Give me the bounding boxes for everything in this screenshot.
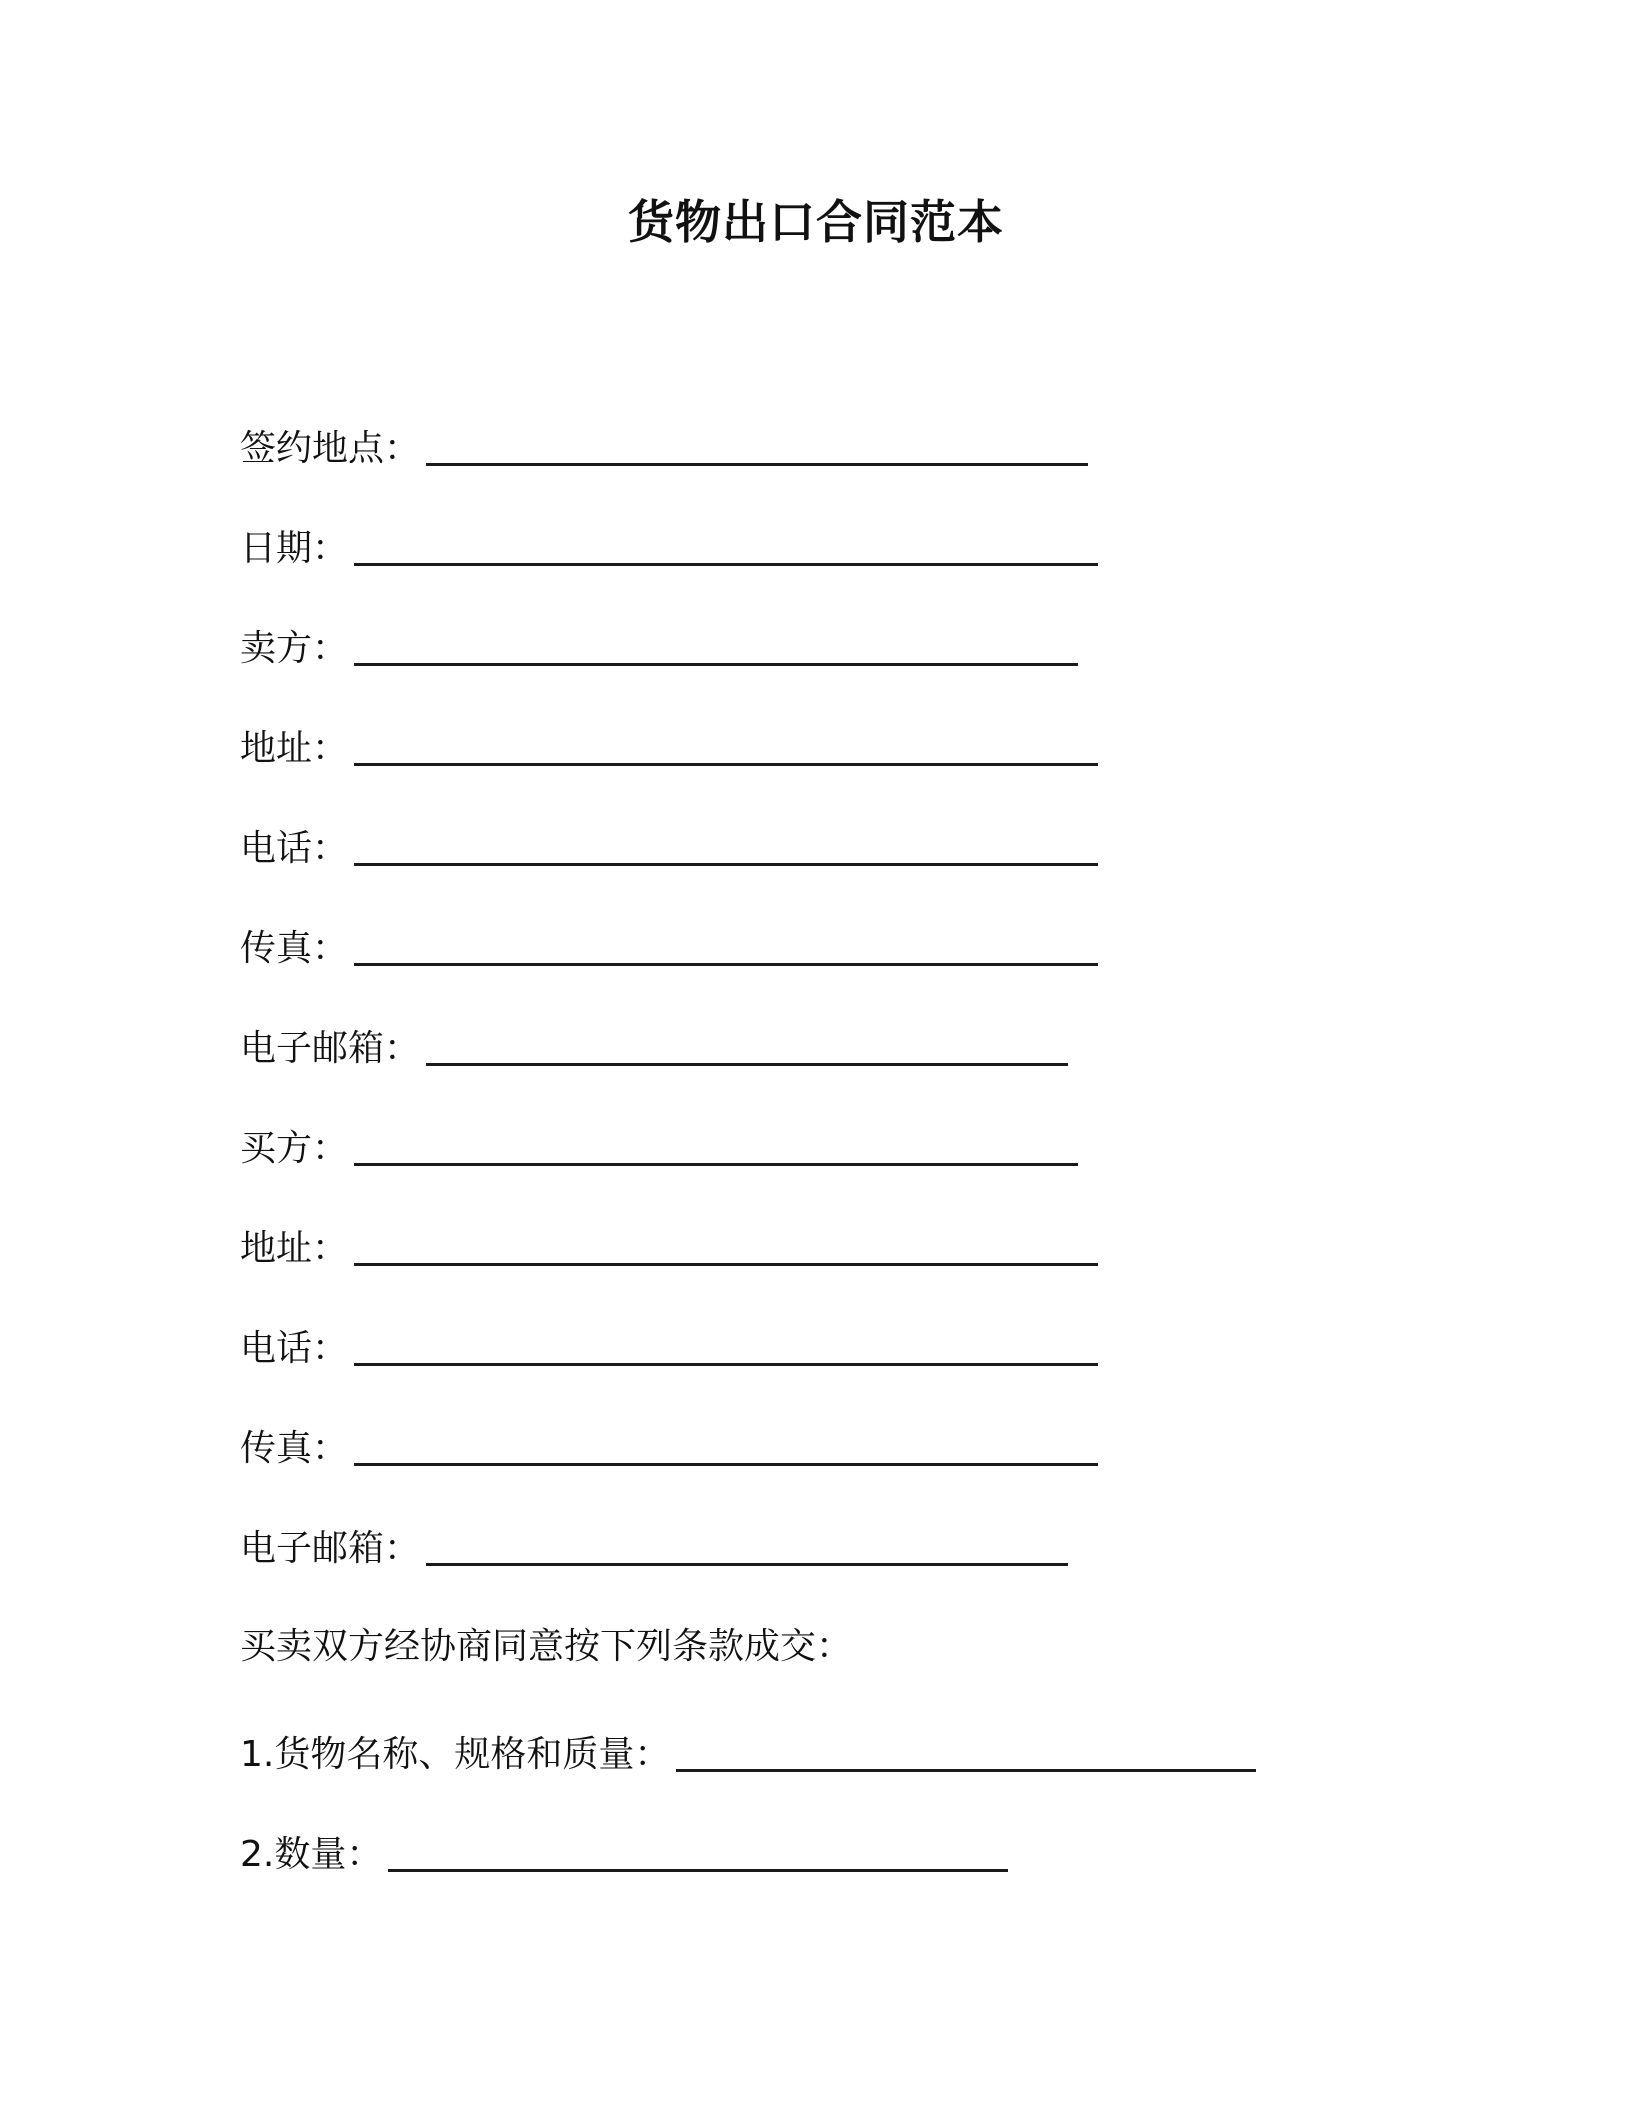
field-label: 传真： bbox=[240, 928, 349, 969]
field-seller-address bbox=[240, 722, 1098, 772]
field-label: 卖方： bbox=[240, 628, 349, 669]
document-title: 货物出口合同范本 bbox=[628, 195, 1004, 249]
field-label: 地址： bbox=[240, 728, 349, 769]
fill-in-blank[interactable] bbox=[676, 1769, 1256, 1772]
fill-in-blank[interactable] bbox=[354, 863, 1098, 866]
fill-in-blank[interactable] bbox=[354, 763, 1098, 766]
field-label: 日期： bbox=[240, 528, 349, 569]
field-buyer-address bbox=[240, 1222, 1098, 1272]
fill-in-blank[interactable] bbox=[354, 563, 1098, 566]
field-label: 电子邮箱： bbox=[240, 1028, 421, 1069]
fill-in-blank[interactable] bbox=[354, 1463, 1098, 1466]
field-seller-fax bbox=[240, 922, 1098, 972]
field-label: 传真： bbox=[240, 1428, 349, 1469]
field-buyer-phone bbox=[240, 1322, 1098, 1372]
fill-in-blank[interactable] bbox=[354, 1163, 1078, 1166]
field-buyer-email bbox=[240, 1522, 1068, 1572]
field-label: 电子邮箱： bbox=[240, 1528, 421, 1569]
clause-quantity bbox=[240, 1828, 1008, 1878]
fill-in-blank[interactable] bbox=[426, 463, 1088, 466]
fill-in-blank[interactable] bbox=[388, 1869, 1008, 1872]
clause-goods-name-spec-quality bbox=[240, 1728, 1256, 1778]
field-label: 地址： bbox=[240, 1228, 349, 1269]
fill-in-blank[interactable] bbox=[354, 663, 1078, 666]
fill-in-blank[interactable] bbox=[426, 1063, 1068, 1066]
fill-in-blank[interactable] bbox=[354, 963, 1098, 966]
field-buyer bbox=[240, 1122, 1078, 1172]
fill-in-blank[interactable] bbox=[354, 1363, 1098, 1366]
field-signing-place bbox=[240, 422, 1088, 472]
field-seller bbox=[240, 622, 1078, 672]
field-date bbox=[240, 522, 1098, 572]
clause-label: 1.货物名称、规格和质量： bbox=[240, 1734, 671, 1775]
field-buyer-fax bbox=[240, 1422, 1098, 1472]
field-label: 签约地点： bbox=[240, 428, 421, 469]
field-label: 电话： bbox=[240, 828, 349, 869]
field-label: 电话： bbox=[240, 1328, 349, 1369]
clause-label: 2.数量： bbox=[240, 1834, 383, 1875]
field-label: 买方： bbox=[240, 1128, 349, 1169]
fill-in-blank[interactable] bbox=[354, 1263, 1098, 1266]
field-seller-email bbox=[240, 1022, 1068, 1072]
agreement-statement: 买卖双方经协商同意按下列条款成交： bbox=[240, 1626, 853, 1667]
field-seller-phone bbox=[240, 822, 1098, 872]
fill-in-blank[interactable] bbox=[426, 1563, 1068, 1566]
